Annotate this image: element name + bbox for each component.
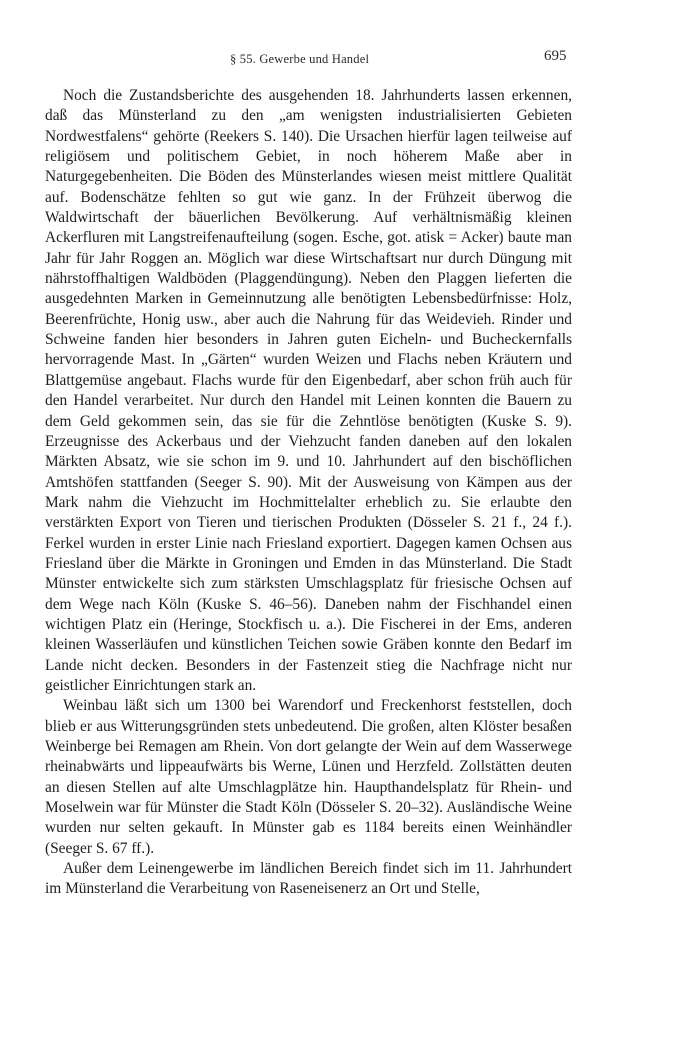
running-header-title: § 55. Gewerbe und Handel [230, 52, 370, 66]
paragraph-1: Noch die Zustandsberichte des ausgehenden 18. Jahrhunderts lassen erkennen, daß das Münsterland zu den „am wenigsten industrialisierten Gebieten Nordwestfalens“ gehörte (Reekers S. 140). Die Ursachen hierfür lagen teilweise auf religiösem und politischem Gebiet, in noch höherem Maße aber in Naturgegebenheiten. Die Böden des Münsterlandes wiesen meist mittlere Qualität auf. Bodenschätze fehlten so gut wie ganz. In der Frühzeit überwog die Waldwirtschaft der bäuerlichen Bevölkerung. Auf verhältnismäßig kleinen Ackerfluren mit Langstreifenaufteilung (sogen. Esche, got. atisk = Acker) baute man Jahr für Jahr Roggen an. Möglich war diese Wirtschaftsart nur durch Düngung mit nährstoffhaltigen Waldböden (Plaggendüngung). Neben den Plaggen lieferten die ausgedehnten Marken in Gemeinnutzung alle benötigten Lebensbedürfnisse: Holz, Beerenfrüchte, Honig usw., aber auch die Nahrung für das Weidevieh. Rinder und Schweine fanden hier besonders in Jahren guten Eicheln- und Bucheckernfalls hervorragende Mast. In „Gärten“ wurden Weizen und Flachs neben Kräutern und Blattgemüse angebaut. Flachs wurde für den Eigenbedarf, aber schon früh auch für den Handel verarbeitet. Nur durch den Handel mit Leinen konnten die Bauern zu dem Geld gekommen sein, das sie für die Zehntlöse benötigten (Kuske S. 9). Erzeugnisse des Ackerbaus und der Viehzucht fanden daneben auf den lokalen Märkten Absatz, wie sie schon im 9. und 10. Jahrhundert auf den bischöflichen Amtshöfen stattfanden (Seeger S. 90). Mit der Ausweisung von Kämpen aus der Mark nahm die Viehzucht im Hochmittelalter erheblich zu. Sie erlaubte den verstärkten Export von Tieren und tierischen Produkten (Dösseler S. 21 f., 24 f.). Ferkel wurden in erster Linie nach Friesland exportiert. Dagegen kamen Ochsen aus Friesland über die Märkte in Groningen und Emden in das Münsterland. Die Stadt Münster entwickelte sich zum stärksten Umschlagsplatz für friesische Ochsen auf dem Wege nach Köln (Kuske S. 46–56). Daneben nahm der Fischhandel einen wichtigen Platz ein (Heringe, Stockfisch u. a.). Die Fischerei in der Ems, anderen kleinen Wasserläufen und künstlichen Teichen sowie Gräben konnte den Bedarf im Lande nicht decken. Besonders in der Fastenzeit stieg die Nachfrage nicht nur geistlicher Einrichtungen stark an. [45, 87, 572, 694]
paragraph-3: Außer dem Leinengewerbe im ländlichen Bereich findet sich im 11. Jahrhundert im Münsterland die Verarbeitung von Raseneisenerz an Ort und Stelle, [45, 860, 572, 898]
page-number: 695 [544, 48, 567, 64]
paragraph-2: Weinbau läßt sich um 1300 bei Warendorf und Freckenhorst feststellen, doch blieb er aus Witterungsgründen stets unbedeutend. Die großen, alten Klöster besaßen Weinberge bei Remagen am Rhein. Von dort gelangte der Wein auf dem Wasserwege rheinabwärts und lippeaufwärts bis Werne, Lünen und Herzfeld. Zollstätten deuten an diesen Stellen auf alte Umschlagplätze hin. Haupthandelsplatz für Rhein- und Moselwein war für Münster die Stadt Köln (Dösseler S. 20–32). Ausländische Weine wurden nur selten gekauft. In Münster gab es 1184 bereits einen Weinhändler (Seeger S. 67 ff.). [45, 697, 572, 857]
body-text [45, 86, 572, 900]
